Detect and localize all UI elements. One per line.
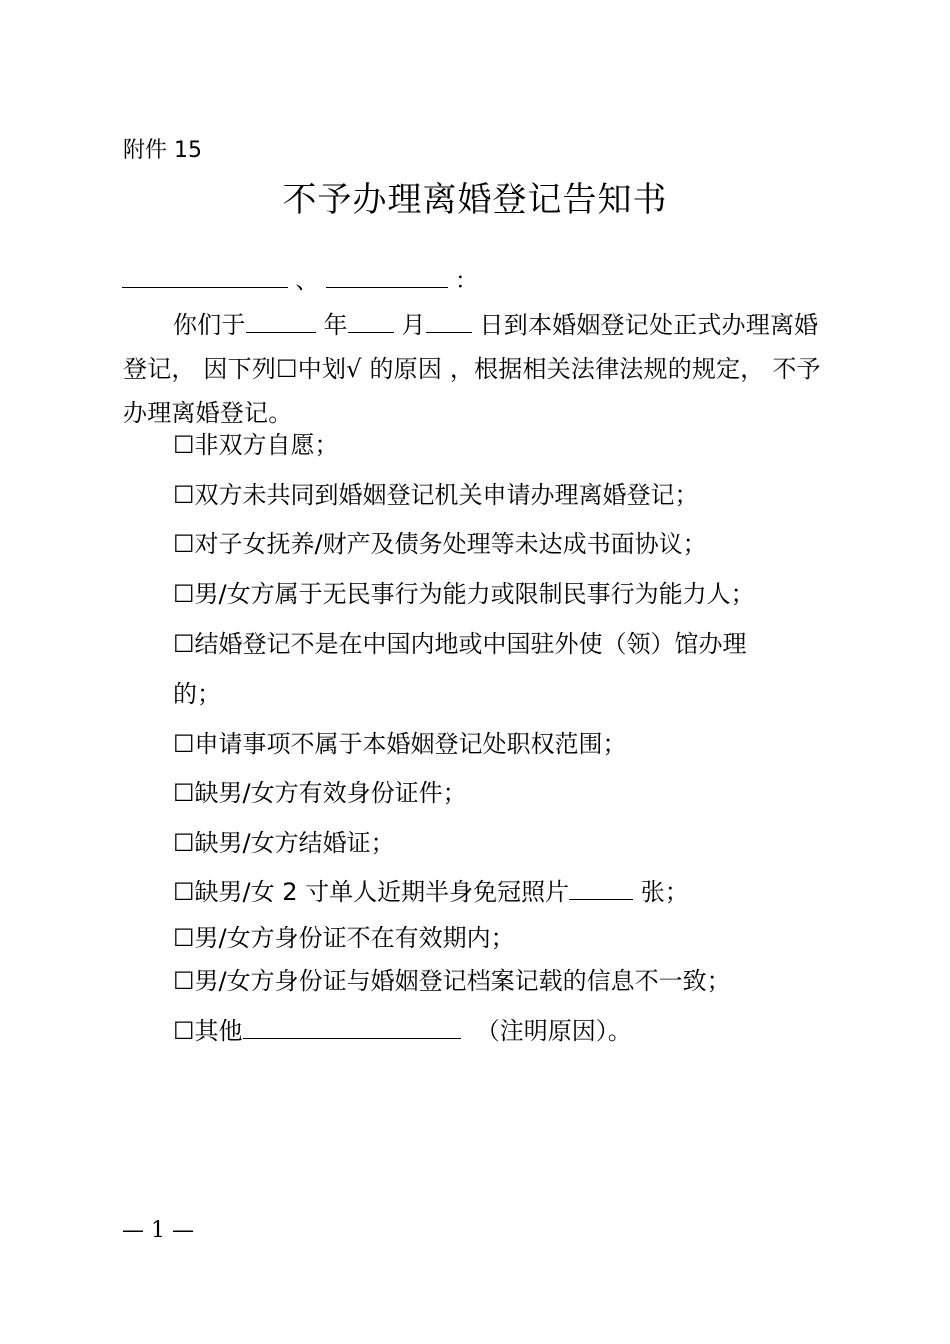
checkbox-icon[interactable]: ☐ — [173, 779, 195, 807]
paragraph-text-2: 日到本婚姻登记处正式办理离婚登记， 因下列 — [123, 311, 819, 383]
attachment-label: 附件 15 — [123, 138, 202, 163]
paragraph-text-1: 你们于 — [173, 311, 246, 339]
checkbox-icon[interactable]: ☐ — [173, 878, 195, 906]
reason-text: 缺男/女 2 寸单人近期半身免冠照片 — [194, 878, 570, 906]
page-number: — 1 — — [122, 1218, 194, 1243]
month-blank[interactable] — [348, 310, 394, 333]
reason-item — [173, 823, 395, 858]
year-label: 年 — [323, 311, 348, 339]
reason-text: 男/女方身份证与婚姻登记档案记载的信息不一致； — [194, 967, 731, 995]
photo-count-blank[interactable] — [569, 877, 633, 900]
reason-item-other — [173, 1011, 632, 1046]
reason-text: 缺男/女方结婚证； — [194, 829, 395, 857]
addressee-name-blank-2[interactable] — [326, 265, 448, 288]
inline-checkbox-icon: ☐ — [276, 355, 298, 383]
reason-item — [173, 872, 689, 907]
reason-text: 对子女抚养/财产及债务处理等未达成书面协议； — [194, 530, 707, 558]
addressee-name-blank-1[interactable] — [122, 265, 288, 288]
checkbox-icon[interactable]: ☐ — [173, 481, 195, 509]
reason-item — [173, 961, 731, 996]
checkbox-icon[interactable]: ☐ — [173, 530, 195, 558]
reason-text: 其他 — [194, 1017, 243, 1045]
reason-item — [173, 524, 707, 559]
addressee-separator: 、 — [295, 268, 319, 294]
checkbox-icon[interactable]: ☐ — [173, 1017, 195, 1045]
year-blank[interactable] — [246, 310, 316, 333]
checkbox-icon[interactable]: ☐ — [173, 630, 195, 658]
notice-paragraph — [123, 303, 835, 435]
reason-item — [173, 918, 515, 953]
addressee-colon: ： — [454, 268, 478, 294]
reason-item-continuation — [173, 674, 221, 709]
checkbox-icon[interactable]: ☐ — [173, 730, 195, 758]
reason-item — [173, 624, 747, 659]
checkbox-icon[interactable]: ☐ — [173, 924, 195, 952]
reason-text-suffix: 张； — [640, 878, 689, 906]
reason-text: 结婚登记不是在中国内地或中国驻外使（领）馆办理 — [194, 630, 747, 658]
reason-item — [173, 425, 339, 460]
reason-text: 申请事项不属于本婚姻登记处职权范围； — [194, 730, 627, 758]
day-blank[interactable] — [426, 310, 472, 333]
reason-text: 的； — [173, 680, 221, 708]
reason-text: 男/女方属于无民事行为能力或限制民事行为能力人； — [194, 580, 755, 608]
other-reason-blank[interactable] — [243, 1016, 461, 1039]
reason-text-suffix: （注明原因）。 — [475, 1017, 632, 1045]
reason-item — [173, 724, 627, 759]
month-label: 月 — [401, 311, 426, 339]
checkbox-icon[interactable]: ☐ — [173, 829, 195, 857]
document-title: 不予办理离婚登记告知书 — [282, 180, 668, 220]
paragraph-text-3: 中划√ 的原因 ，根据相关法律法规的规定， 不予办理离婚登记。 — [123, 355, 821, 427]
checkbox-icon[interactable]: ☐ — [173, 967, 195, 995]
reason-text: 缺男/女方有效身份证件； — [194, 779, 467, 807]
reason-text: 非双方自愿； — [194, 431, 339, 459]
reason-text: 双方未共同到婚姻登记机关申请办理离婚登记； — [194, 481, 699, 509]
checkbox-icon[interactable]: ☐ — [173, 580, 195, 608]
reason-item — [173, 475, 699, 510]
checkbox-icon[interactable]: ☐ — [173, 431, 195, 459]
addressee-line — [122, 262, 478, 295]
reason-item — [173, 773, 467, 808]
reason-item — [173, 574, 755, 609]
reason-text: 男/女方身份证不在有效期内； — [194, 924, 515, 952]
